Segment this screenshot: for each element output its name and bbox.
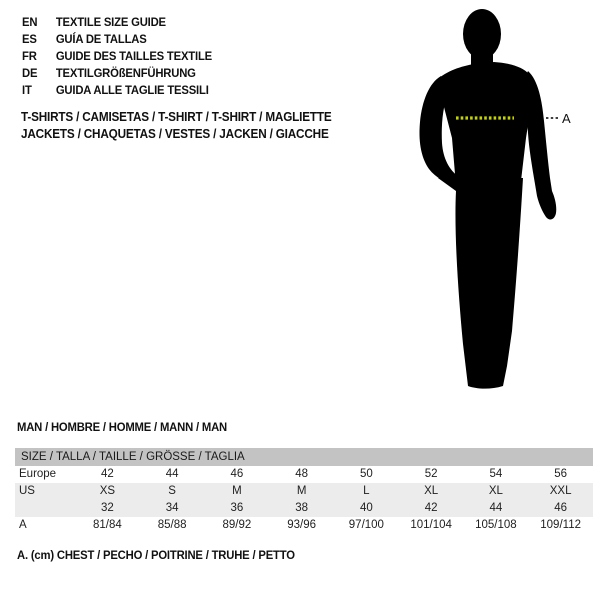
table-cell: 42 [424,502,438,514]
table-cell: XL [424,485,439,497]
table-cell: 85/88 [157,519,187,531]
table-cell: 52 [424,468,438,480]
table-cell: L [363,485,370,497]
row-label: US [19,485,35,497]
table-cell: 93/96 [287,519,317,531]
language-code: DE [22,66,38,80]
section-title-man: MAN / HOMBRE / HOMME / MANN / MAN [17,420,227,434]
row-label: A [19,519,27,531]
category-line-tshirts: T-SHIRTS / CAMISETAS / T-SHIRT / T-SHIRT / MAGLIETTE [21,110,332,124]
table-cell: 44 [489,502,503,514]
table-cell: 34 [165,502,179,514]
chest-measure-footnote: A. (cm) CHEST / PECHO / POITRINE / TRUHE / PETTO [17,548,295,562]
table-cell: 81/84 [92,519,122,531]
table-cell: 46 [554,502,568,514]
category-line-jackets: JACKETS / CHAQUETAS / VESTES / JACKEN / GIACCHE [21,127,329,141]
language-code: EN [22,15,38,29]
language-row [22,65,212,82]
table-cell: 46 [230,468,244,480]
table-cell: 109/112 [540,519,581,531]
table-cell: 42 [100,468,114,480]
table-cell: 89/92 [222,519,252,531]
row-label [15,500,75,517]
table-cell: 50 [359,468,373,480]
table-cell: XXL [549,485,572,497]
size-table [15,448,593,534]
size-table-header: SIZE / TALLA / TAILLE / GRÖSSE / TAGLIA [15,448,593,466]
table-cell: XL [488,485,503,497]
table-row-europe [15,466,593,483]
garment-categories [21,109,351,143]
table-cell: XS [99,485,116,497]
table-row-us [15,483,593,500]
table-cell: 54 [489,468,503,480]
language-label: TEXTILGRÖßENFÜHRUNG [55,66,196,80]
language-guide-list [22,14,224,99]
language-row [22,82,212,99]
table-cell: 38 [295,502,309,514]
man-silhouette-figure [410,6,575,391]
measure-label-a: A [562,111,571,126]
table-cell: 44 [165,468,179,480]
table-cell: S [168,485,176,497]
table-cell: 40 [359,502,373,514]
table-cell: 97/100 [348,519,384,531]
language-code: FR [22,49,37,63]
table-row-chest-a [15,517,593,534]
table-cell: M [232,485,242,497]
table-cell: M [296,485,307,497]
language-row [22,48,212,65]
table-cell: 32 [100,502,114,514]
table-cell: 105/108 [475,519,517,531]
table-cell: 56 [554,468,568,480]
table-cell: 101/104 [410,519,452,531]
language-label: GUIDA ALLE TAGLIE TESSILI [55,83,209,97]
language-code: IT [22,83,32,97]
table-cell: 36 [230,502,244,514]
language-row [22,14,212,31]
table-row-numeric [15,500,593,517]
table-cell: 48 [295,468,309,480]
language-label: GUÍA DE TALLAS [55,32,147,46]
language-code: ES [22,32,37,46]
man-silhouette [419,9,556,389]
language-row [22,31,212,48]
row-label: Europe [19,468,57,480]
language-label: GUIDE DES TAILLES TEXTILE [55,49,212,63]
language-label: TEXTILE SIZE GUIDE [55,15,166,29]
